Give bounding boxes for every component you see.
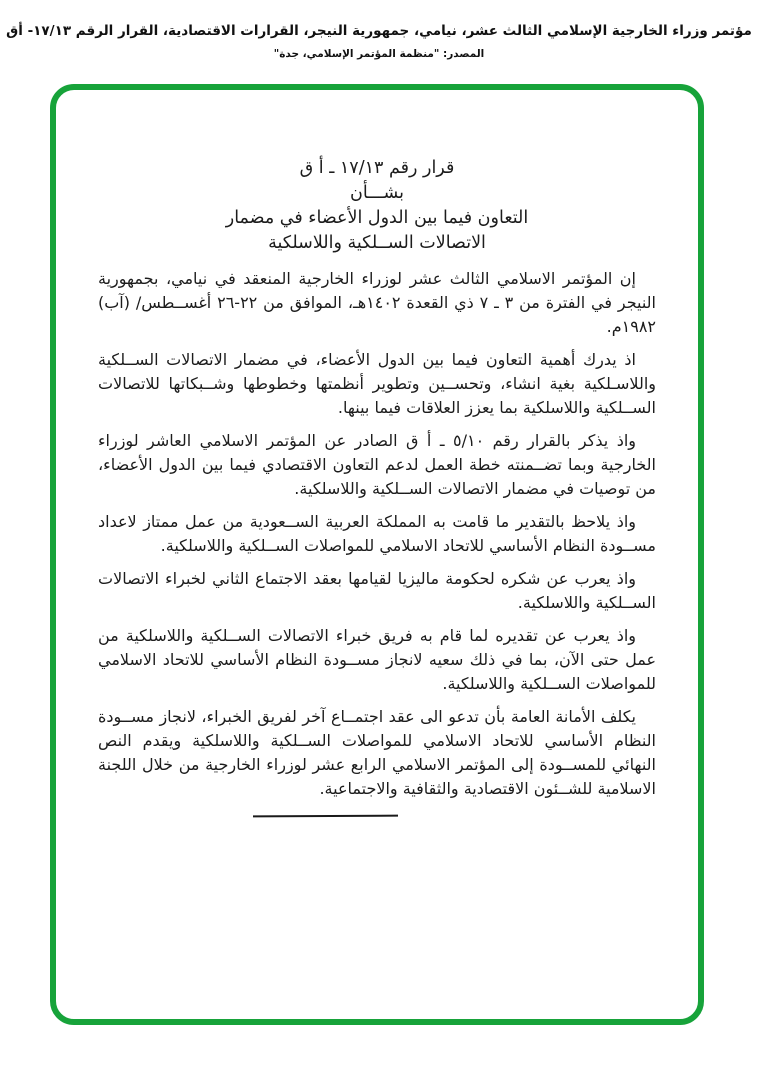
- resolution-subject-word: بشـــأن: [349, 183, 405, 203]
- resolution-content: [56, 90, 698, 801]
- resolution-paragraph: واذ يلاحظ بالتقدير ما قامت به المملكة العربية الســعودية من عمل ممتاز لاعداد مســودة النظام الأساسي للاتحاد الاسلامي للمواصلات الســلكية واللاسلكية.: [98, 512, 656, 555]
- resolution-subject-line-1: التعاون فيما بين الدول الأعضاء في مضمار: [225, 208, 529, 228]
- resolution-paragraph: يكلف الأمانة العامة بأن تدعو الى عقد اجتمــاع آخر لفريق الخبراء، لانجاز مســودة النظام الأساسي للاتحاد الاسلامي للمواصلات الســلكية واللاسلكية ويقدم النص النهائي للمســودة إلى المؤتمر الاسلامي الرابع عشر لوزراء الخارجية من خلال اللجنة الاسلامية للشــئون الاقتصادية والثقافية والاجتماعية.: [98, 707, 656, 798]
- resolution-paragraph: اذ يدرك أهمية التعاون فيما بين الدول الأعضاء، في مضمار الاتصالات الســلكية واللاسـلكية بغية انشاء، وتحســين وتطوير أنظمتها وخطوطها وشــبكاتها للاتصالات الســلكية واللاسلكية بما يعزز العلاقات فيما بينها.: [98, 350, 656, 417]
- resolution-number-line: قرار رقم ١٧/١٣ ـ أ ق: [299, 158, 455, 178]
- document-header: [0, 22, 758, 61]
- resolution-paragraph: واذ يذكر بالقرار رقم ٥/١٠ ـ أ ق الصادر عن المؤتمر الاسلامي العاشر لوزراء الخارجية وبما تضــمنته خطة العمل لدعم التعاون الاقتصادي فيما بين الدول الأعضاء، من توصيات في مضمار الاتصالات الســلكية واللاسلكية.: [98, 431, 656, 498]
- resolution-subject-line-2: الاتصالات الســلكية واللاسلكية: [268, 233, 486, 253]
- resolution-paragraph: واذ يعرب عن تقديره لما قام به فريق خبراء الاتصالات الســلكية واللاسلكية من عمل حتى الآن، بما في ذلك سعيه لانجاز مســودة النظام الأساسي للاتحاد الاسلامي للمواصلات الســلكية واللاسلكية.: [98, 626, 656, 693]
- header-citation-line: مؤتمر وزراء الخارجية الإسلامي الثالث عشر، نيامي، جمهورية النيجر، القرارات الاقتصادية، القرار الرقم ١٧/١٣- أق: [6, 23, 752, 39]
- resolution-title: [98, 156, 656, 256]
- resolution-body: [98, 267, 656, 801]
- header-source-line: المصدر: "منظمة المؤتمر الإسلامي، جدة": [273, 48, 485, 60]
- resolution-paragraph: إن المؤتمر الاسلامي الثالث عشر لوزراء الخارجية المنعقد في نيامي، بجمهورية النيجر في الفترة من ٣ ـ ٧ ذي القعدة ١٤٠٢هـ، الموافق من ٢٢-٢٦ أغســطس/ (آب) ١٩٨٢م.: [98, 269, 656, 336]
- resolution-paragraph: واذ يعرب عن شكره لحكومة ماليزيا لقيامها بعقد الاجتماع الثاني لخبراء الاتصالات الســلكية واللاسلكية.: [98, 569, 656, 612]
- green-frame: [50, 84, 704, 1025]
- signature-line: [253, 815, 398, 818]
